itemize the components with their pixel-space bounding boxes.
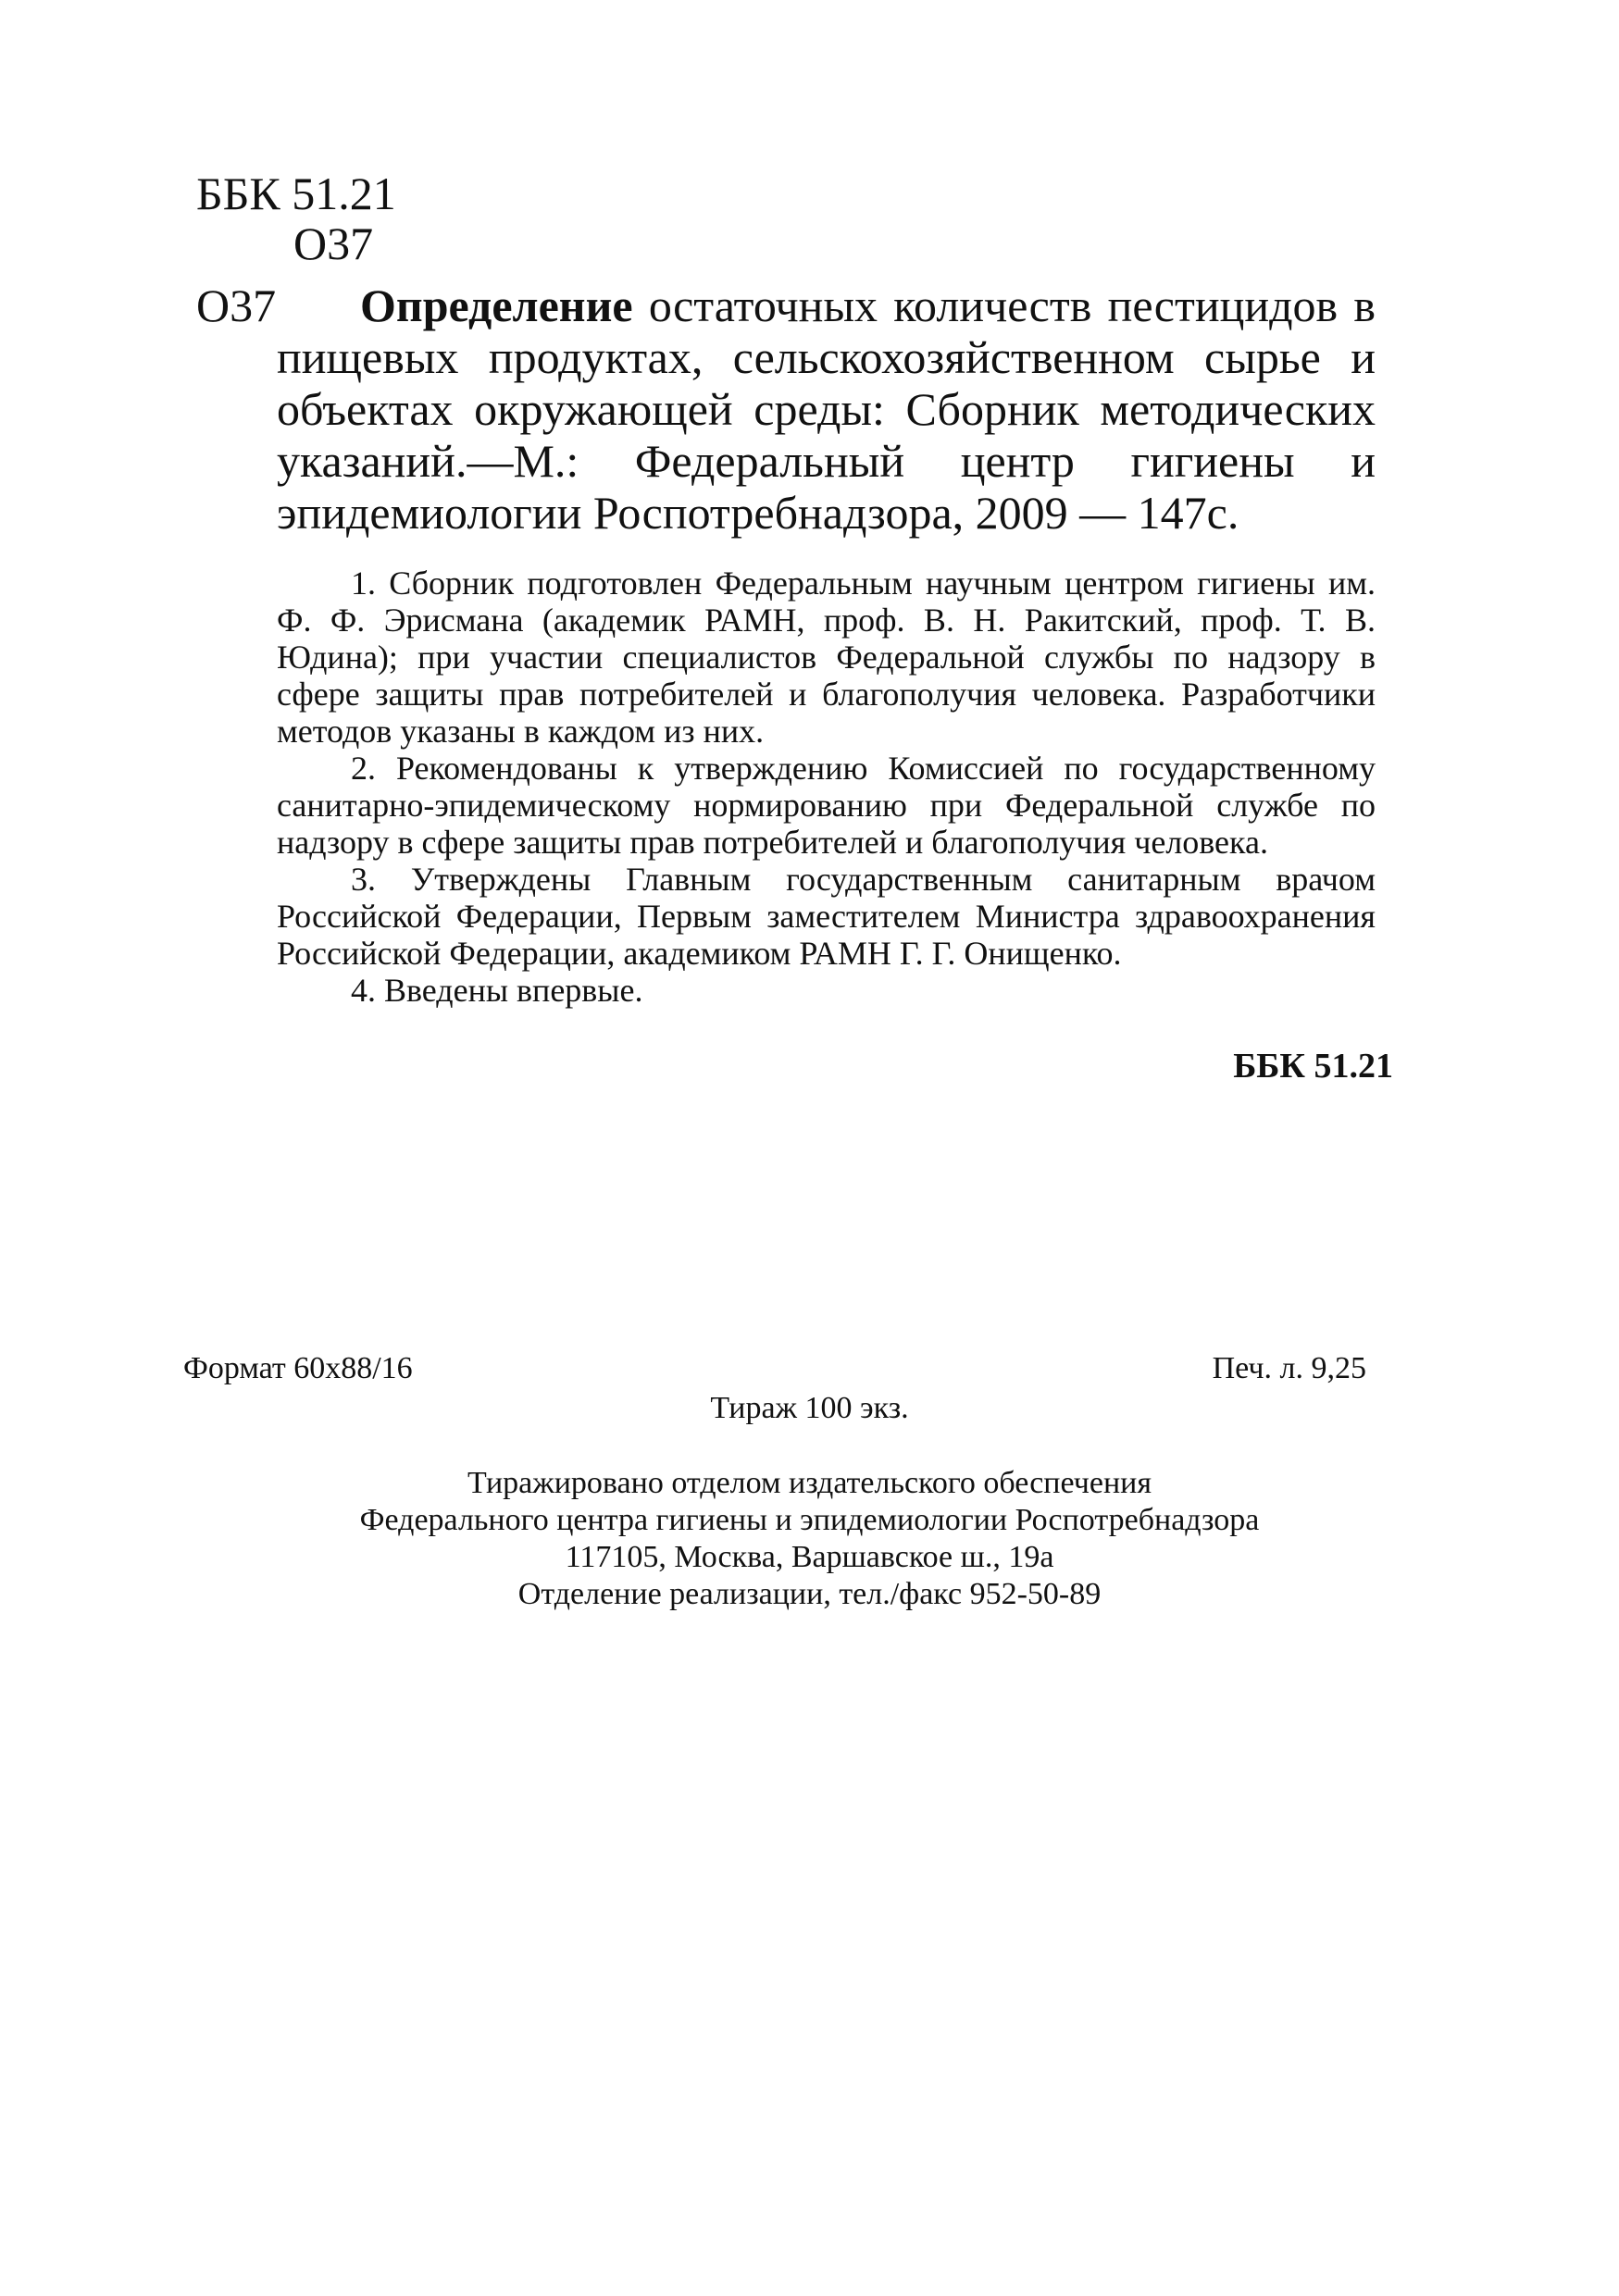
author-sign: O37 [293,217,374,269]
bibliographic-entry [277,279,1376,539]
entry-title-lead: Определение [360,279,633,331]
entry-description: остаточных количеств пестицидов в пищевых продуктах, сельскохозяйственном сырье и объектах окружающей среды: Сборник методических указаний.—М.: Федеральный центр гигиены и эпидемиологии Роспотребнадзора, 2009 — 147с. [277,279,1376,539]
publisher-line: Федерального центра гигиены и эпидемиологии Роспотребнадзора [359,1503,1260,1537]
bbk-footer-code: ББК 51.21 [1233,1047,1393,1086]
publisher-line: Тиражировано отделом издательского обеспечения [467,1466,1152,1500]
publisher-contact: Отделение реализации, тел./факс 952-50-89 [517,1577,1102,1611]
entry-author-sign: O37 [196,279,277,331]
printed-sheets: Печ. л. 9,25 [1212,1351,1366,1385]
notes-list [277,565,1376,1009]
note-4: 4. Введены впервые. [351,972,643,1009]
note-3: 3. Утверждены Главным государственным санитарным врачом Российской Федерации, Первым заместителем Министра здравоохранения Российской Федерации, академиком РАМН Г. Г. Онищенко. [277,861,1376,972]
bbk-code: ББК 51.21 [196,168,396,219]
publisher-address: 117105, Москва, Варшавское ш., 19а [565,1540,1054,1574]
format-info: Формат 60x88/16 [183,1351,413,1385]
print-run: Тираж 100 экз. [710,1391,909,1425]
publisher-info [0,1465,1619,1613]
note-2: 2. Рекомендованы к утверждению Комиссией по государственному санитарно-эпидемическому нормированию при Федеральной службе по надзору в сфере защиты прав потребителей и благополучия человека. [277,750,1376,861]
note-1: 1. Сборник подготовлен Федеральным научным центром гигиены им. Ф. Ф. Эрисмана (академик РАМН, проф. В. Н. Ракитский, проф. Т. В. Юдина); при участии специалистов Федеральной службы по надзору в сфере защиты прав потребителей и благополучия человека. Разработчики методов указаны в каждом из них. [277,565,1376,750]
